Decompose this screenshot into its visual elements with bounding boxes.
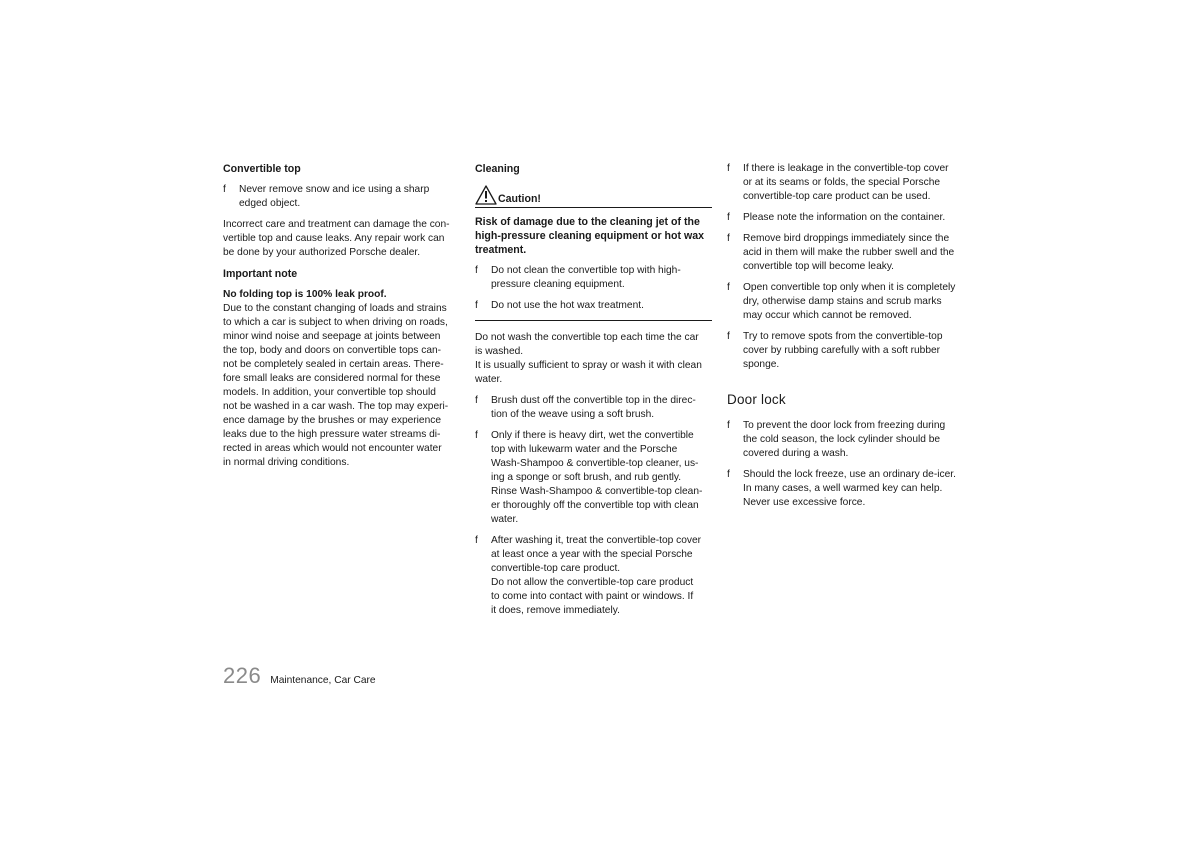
text-line: Do not wash the convertible top each time the car: [475, 332, 699, 343]
bullet-text: [491, 429, 712, 527]
text-line: convertible top will become leaky.: [743, 261, 894, 272]
text-line: tion of the weave using a soft brush.: [491, 409, 655, 420]
bullet-item: [475, 264, 712, 292]
text-line: in normal driving conditions.: [223, 457, 350, 468]
convertible-top-heading: Convertible top: [223, 163, 301, 175]
bullet-marker: f: [727, 212, 730, 223]
text-line: Brush dust off the convertible top in the direc-: [491, 395, 696, 406]
caution-lead: [475, 215, 712, 257]
bullet-item: [727, 468, 965, 510]
wash-frequency-paragraph: [475, 331, 712, 387]
important-note-heading: Important note: [223, 268, 298, 280]
leak-paragraph: [223, 302, 461, 470]
text-line: Risk of damage due to the cleaning jet of the: [475, 216, 700, 228]
bullet-item: [727, 419, 965, 461]
text-line: high-pressure cleaning equipment or hot wax: [475, 230, 704, 242]
text-line: vertible top and cause leaks. Any repair work can: [223, 233, 445, 244]
text-line: Do not allow the convertible-top care product: [491, 577, 694, 588]
text-line: to come into contact with paint or windows. If: [491, 591, 694, 602]
bullet-item: [475, 429, 712, 527]
column-cleaning: [475, 162, 712, 625]
text-line: Rinse Wash-Shampoo & convertible-top clean-: [491, 486, 703, 497]
leak-proof-heading: No folding top is 100% leak proof.: [223, 289, 387, 300]
text-line: Do not use the hot wax treatment.: [491, 300, 644, 311]
bullet-marker: f: [475, 535, 478, 546]
bullet-marker: f: [475, 430, 478, 441]
text-line: Incorrect care and treatment can damage the con-: [223, 219, 450, 230]
text-line: convertible-top care product.: [491, 563, 621, 574]
text-line: pressure cleaning equipment.: [491, 279, 625, 290]
text-line: After washing it, treat the convertible-top cover: [491, 535, 702, 546]
bullet-item: [727, 211, 965, 225]
text-line: minor wind noise and seepage at joints between: [223, 331, 441, 342]
text-line: cover by rubbing carefully with a soft rubber: [743, 345, 941, 356]
bullet-text: [491, 264, 712, 292]
text-line: It is usually sufficient to spray or wash it with clean: [475, 360, 702, 371]
text-line: or at its seams or folds, the special Porsche: [743, 177, 941, 188]
text-line: convertible-top care product can be used.: [743, 191, 931, 202]
door-lock-heading: Door lock: [727, 392, 786, 407]
text-line: to which a car is subject to when driving on roads,: [223, 317, 448, 328]
bullet-item: [223, 183, 461, 211]
bullet-text: [743, 419, 965, 461]
text-line: ing a sponge or soft brush, and rub gently.: [491, 472, 682, 483]
bullet-marker: f: [475, 395, 478, 406]
text-line: at least once a year with the special Porsche: [491, 549, 693, 560]
bullet-text: [743, 162, 965, 204]
text-line: Only if there is heavy dirt, wet the convertible: [491, 430, 694, 441]
bullet-text: [491, 394, 712, 422]
bullet-text: [491, 534, 712, 618]
bullet-marker: f: [727, 282, 730, 293]
care-paragraph: [223, 218, 461, 260]
section-name: Maintenance, Car Care: [270, 675, 376, 686]
text-line: Remove bird droppings immediately since the: [743, 233, 950, 244]
text-line: not be completely sealed in certain areas. There-: [223, 359, 444, 370]
bullet-marker: f: [223, 184, 226, 195]
bullet-marker: f: [727, 420, 730, 431]
text-line: Please note the information on the container.: [743, 212, 946, 223]
bullet-marker: f: [727, 233, 730, 244]
text-line: To prevent the door lock from freezing during: [743, 420, 946, 431]
text-line: acid in them will make the rubber swell and the: [743, 247, 955, 258]
bullet-text: [491, 299, 712, 313]
bullet-text: [743, 330, 965, 372]
bullet-marker: f: [475, 300, 478, 311]
text-line: Do not clean the convertible top with high-: [491, 265, 681, 276]
cleaning-heading: Cleaning: [475, 163, 520, 175]
text-line: may occur which cannot be removed.: [743, 310, 912, 321]
bullet-item: [727, 330, 965, 372]
bullet-text: [743, 232, 965, 274]
text-line: not be washed in a car wash. The top may experi-: [223, 401, 449, 412]
caution-end-rule: [475, 320, 712, 321]
column-care-door-lock: [727, 162, 965, 517]
text-line: models. In addition, your convertible top should: [223, 387, 436, 398]
text-line: Never remove snow and ice using a sharp: [239, 184, 430, 195]
warning-triangle-icon: [475, 185, 497, 205]
bullet-item: [727, 281, 965, 323]
text-line: leaks due to the high pressure water streams di-: [223, 429, 441, 440]
text-line: In many cases, a well warmed key can help.: [743, 483, 943, 494]
text-line: it does, remove immediately.: [491, 605, 620, 616]
page-number: 226: [223, 663, 262, 688]
text-line: water.: [491, 514, 519, 525]
text-line: water.: [475, 374, 503, 385]
bullet-item: [727, 162, 965, 204]
caution-label: Caution!: [498, 193, 541, 205]
text-line: edged object.: [239, 198, 301, 209]
page-footer: [223, 663, 376, 689]
text-line: er thoroughly off the convertible top with clean: [491, 500, 699, 511]
bullet-marker: f: [727, 469, 730, 480]
text-line: treatment.: [475, 244, 527, 256]
text-line: Due to the constant changing of loads and strains: [223, 303, 447, 314]
text-line: the cold season, the lock cylinder should be: [743, 434, 941, 445]
bullet-marker: f: [727, 163, 730, 174]
bullet-text: [743, 281, 965, 323]
text-line: be done by your authorized Porsche dealer.: [223, 247, 421, 258]
column-convertible-top: [223, 162, 461, 477]
text-line: Try to remove spots from the convertible-top: [743, 331, 943, 342]
bullet-marker: f: [727, 331, 730, 342]
bullet-item: [475, 299, 712, 313]
text-line: Should the lock freeze, use an ordinary de-icer.: [743, 469, 956, 480]
text-line: the top, body and doors on convertible tops can-: [223, 345, 442, 356]
bullet-marker: f: [475, 265, 478, 276]
bullet-text: [743, 211, 965, 225]
text-line: sponge.: [743, 359, 780, 370]
text-line: If there is leakage in the convertible-top cover: [743, 163, 949, 174]
bullet-item: [475, 534, 712, 618]
text-line: ence damage by the brushes or may experience: [223, 415, 442, 426]
text-line: fore small leaks are considered normal for these: [223, 373, 441, 384]
bullet-text: [239, 183, 461, 211]
text-line: rected in areas which would not encounter water: [223, 443, 442, 454]
text-line: dry, otherwise damp stains and scrub marks: [743, 296, 942, 307]
bullet-item: [727, 232, 965, 274]
bullet-text: [743, 468, 965, 510]
text-line: Wash-Shampoo & convertible-top cleaner, us-: [491, 458, 699, 469]
text-line: Open convertible top only when it is completely: [743, 282, 956, 293]
bullet-item: [475, 394, 712, 422]
text-line: covered during a wash.: [743, 448, 849, 459]
text-line: Never use excessive force.: [743, 497, 866, 508]
text-line: is washed.: [475, 346, 524, 357]
caution-header: [475, 185, 712, 208]
text-line: top with lukewarm water and the Porsche: [491, 444, 678, 455]
